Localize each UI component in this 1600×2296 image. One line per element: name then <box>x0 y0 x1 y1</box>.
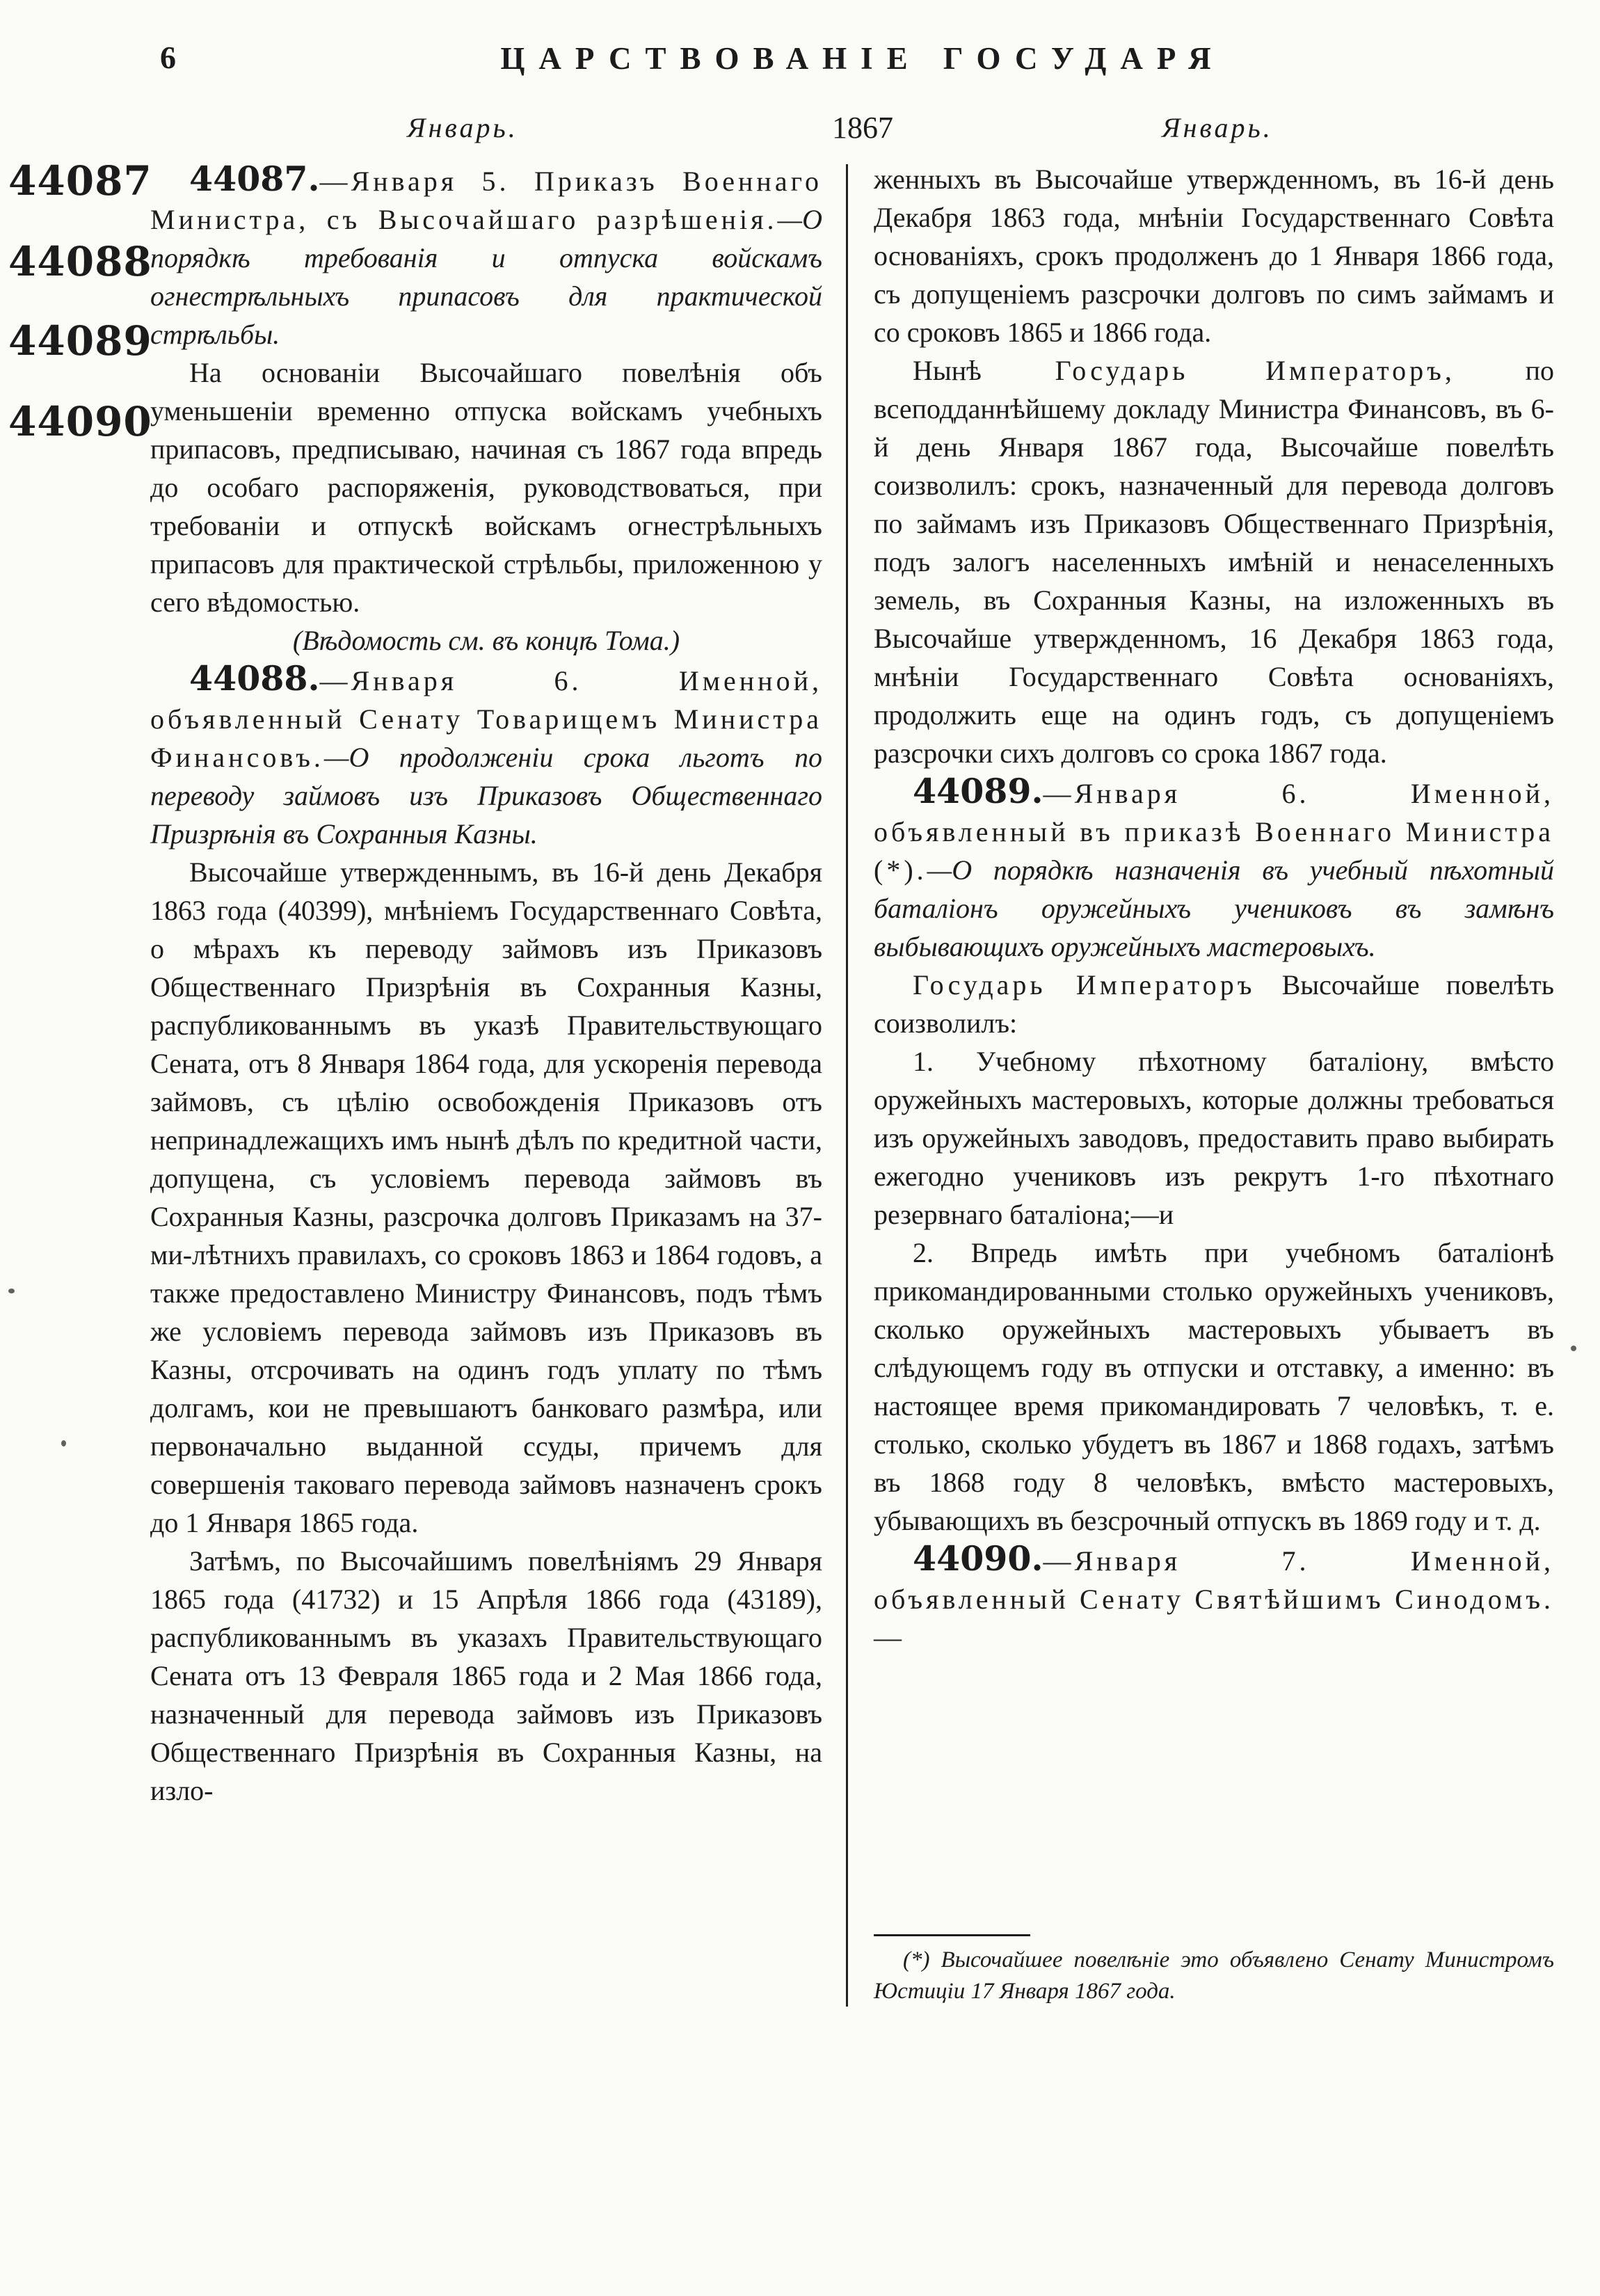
left-article-heading-0 <box>150 160 822 353</box>
body-text: Нынѣ <box>913 355 1055 386</box>
right-paragraph-5 <box>874 1234 1554 1540</box>
scan-speck <box>8 1289 15 1293</box>
footnote-text: (*) Высочайшее повелѣніе это объявлено Сенату Министромъ Юстиціи 17 Января 1867 года. <box>874 1947 1554 2004</box>
margin-article-number-2: 44088 <box>8 238 152 285</box>
spaced-heading-text: —Января 6. Именной, объявленный въ приказѣ Военнаго Министра (*). <box>874 778 1554 886</box>
left-paragraph-4 <box>150 853 822 1542</box>
footnote-rule <box>874 1934 1030 1936</box>
article-number: 44087. <box>189 159 320 199</box>
margin-article-number-1: 44087 <box>8 157 152 205</box>
subheader-month-right: Январь. <box>1162 112 1273 143</box>
spaced-heading-text: —Января 6. Именной, объявленный Сенату Товарищемъ Министра Финансовъ. <box>150 665 822 773</box>
right-paragraph-4 <box>874 1042 1554 1234</box>
scan-speck <box>61 1440 66 1446</box>
body-text: На основаніи Высочайшаго повелѣнія объ уменьшеніи временно отпуска войскамъ учебныхъ припасовъ, предписываю, начиная съ 1867 года впредь до особаго распоряженія, руководствоваться, при требованіи и отпускѣ войскамъ огнестрѣльныхъ припасовъ для практической стрѣльбы, приложенною у сего вѣдомостью. <box>150 357 822 618</box>
left-paragraph-5 <box>150 1542 822 1810</box>
body-text: Затѣмъ, по Высочайшимъ повелѣніямъ 29 Января 1865 года (41732) и 15 Апрѣля 1866 года (43189), распубликованнымъ въ указахъ Правительствующаго Сената отъ 13 Февраля 1865 года и 2 Мая 1866 года, назначенный для перевода займовъ изъ Приказовъ Общественнаго Призрѣнія въ Сохранныя Казны, на изло- <box>150 1545 822 1806</box>
docket-title: —О продолженіи срока льготъ по переводу займовъ изъ Приказовъ Общественнаго Призрѣнія въ Сохранныя Казны. <box>150 742 822 850</box>
left-centered-note-2 <box>150 621 822 660</box>
right-paragraph-1 <box>874 351 1554 772</box>
article-number: 44089. <box>913 771 1043 811</box>
left-paragraph-1 <box>150 353 822 621</box>
spaced-heading-text: —Января 7. Именной, объявленный Сенату Святѣйшимъ Синодомъ.— <box>874 1545 1554 1653</box>
docket-title: —О порядкѣ требованія и отпуска войскамъ огнестрѣльныхъ припасовъ для практической стрѣльбы. <box>150 204 822 350</box>
right-paragraph-3 <box>874 966 1554 1042</box>
body-text: 1. Учебному пѣхотному баталіону, вмѣсто оружейныхъ мастеровыхъ, которые должны требоваться изъ оружейныхъ заводовъ, предоставить право выбирать ежегодно учениковъ изъ рекрутъ 1-го пѣхотнаго резервнаго баталіона;—и <box>874 1046 1554 1230</box>
right-paragraph-continuation-0 <box>874 160 1554 351</box>
spaced-heading-text: Государь Императоръ <box>1055 355 1445 386</box>
body-text: Высочайше утвержденнымъ, въ 16-й день Декабря 1863 года (40399), мнѣніемъ Государственнаго Совѣта, о мѣрахъ къ переводу займовъ изъ Приказовъ Общественнаго Призрѣнія въ Сохранныя Казны, распубликованнымъ въ указѣ Правительствующаго Сената, отъ 8 Января 1864 года, для ускоренія перевода займовъ, съ цѣлію освобожденія Приказовъ отъ непринадлежащихъ имъ нынѣ дѣлъ по кредитной части, допущена, съ условіемъ перевода займовъ въ Сохранныя Казны, разсрочка долговъ Приказамъ на 37-ми-лѣтнихъ правилахъ, со сроковъ 1863 и 1864 годовъ, а также предоставлено Министру Финансовъ, подъ тѣмъ же условіемъ перевода займовъ изъ Приказовъ въ Казны, отсрочивать на одинъ годъ уплату по тѣмъ долгамъ, кои не превышаютъ банковаго размѣра, или первоначально выданной ссуды, причемъ для совершенія таковаго перевода займовъ назначенъ срокъ до 1 Января 1865 года. <box>150 856 822 1538</box>
article-number: 44088. <box>189 658 320 699</box>
body-text: , по всеподданнѣйшему докладу Министра Финансовъ, въ 6-й день Января 1867 года, Высочайше повелѣть соизволилъ: срокъ, назначенный для перевода долговъ по займамъ изъ Приказовъ Общественнаго Призрѣнія, подъ залогъ населенныхъ имѣній и ненаселенныхъ земель, въ Сохранныя Казны, на изложенныхъ въ Высочайше утвержденномъ, 16 Декабря 1863 года, мнѣніи Государственнаго Совѣта основаніяхъ, продолжить еще на одинъ годъ, съ допущеніемъ разсрочки сихъ долговъ со срока 1867 года. <box>874 355 1555 769</box>
docket-title: —О порядкѣ назначенія въ учебный пѣхотный баталіонъ оружейныхъ учениковъ въ замѣнъ выбывающихъ оружейныхъ мастеровыхъ. <box>874 854 1554 962</box>
right-article-heading-6 <box>874 1540 1554 1657</box>
margin-article-number-3: 44089 <box>8 317 152 365</box>
spaced-heading-text: Государь Императоръ <box>913 969 1256 1000</box>
column-divider-rule <box>846 164 848 2007</box>
running-title: ЦАРСТВОВАНІЕ ГОСУДАРЯ <box>500 41 1225 76</box>
body-text: женныхъ въ Высочайше утвержденномъ, въ 16-й день Декабря 1863 года, мнѣніи Государственнаго Совѣта основаніяхъ, срокъ продолженъ до 1 Января 1866 года, съ допущеніемъ разсрочки долговъ по симъ займамъ и со сроковъ 1865 и 1866 года. <box>874 164 1554 348</box>
margin-article-number-4: 44090 <box>8 398 152 445</box>
subheader-year: 1867 <box>832 111 893 145</box>
footnote <box>874 1934 1554 2007</box>
article-number: 44090. <box>913 1538 1043 1579</box>
right-column <box>874 160 1554 1657</box>
docket-title: (Вѣдомость см. въ концѣ Тома.) <box>292 625 680 656</box>
subheader-month-left: Январь. <box>407 112 518 143</box>
body-text: 2. Впредь имѣть при учебномъ баталіонѣ прикомандированными столько оружейныхъ учениковъ, сколько оружейныхъ мастеровыхъ убываетъ въ слѣдующемъ году въ отпуски и отставку, а именно: въ настоящее время прикомандировать 7 человѣкъ, т. е. столько, сколько убудетъ въ 1867 и 1868 годахъ, затѣмъ въ 1868 году 8 человѣкъ, вмѣсто мастеровыхъ, убывающихъ въ безсрочный отпускъ въ 1869 году и т. д. <box>874 1237 1554 1536</box>
scan-speck <box>1571 1346 1576 1351</box>
left-article-heading-3 <box>150 660 822 853</box>
page-number: 6 <box>160 40 176 75</box>
right-article-heading-2 <box>874 772 1554 966</box>
body-text: Высочайше повелѣть соизволилъ: <box>874 969 1555 1039</box>
left-column <box>150 160 822 1810</box>
spaced-heading-text: —Января 5. Приказъ Военнаго Министра, съ Высочайшаго разрѣшенія. <box>150 166 822 235</box>
